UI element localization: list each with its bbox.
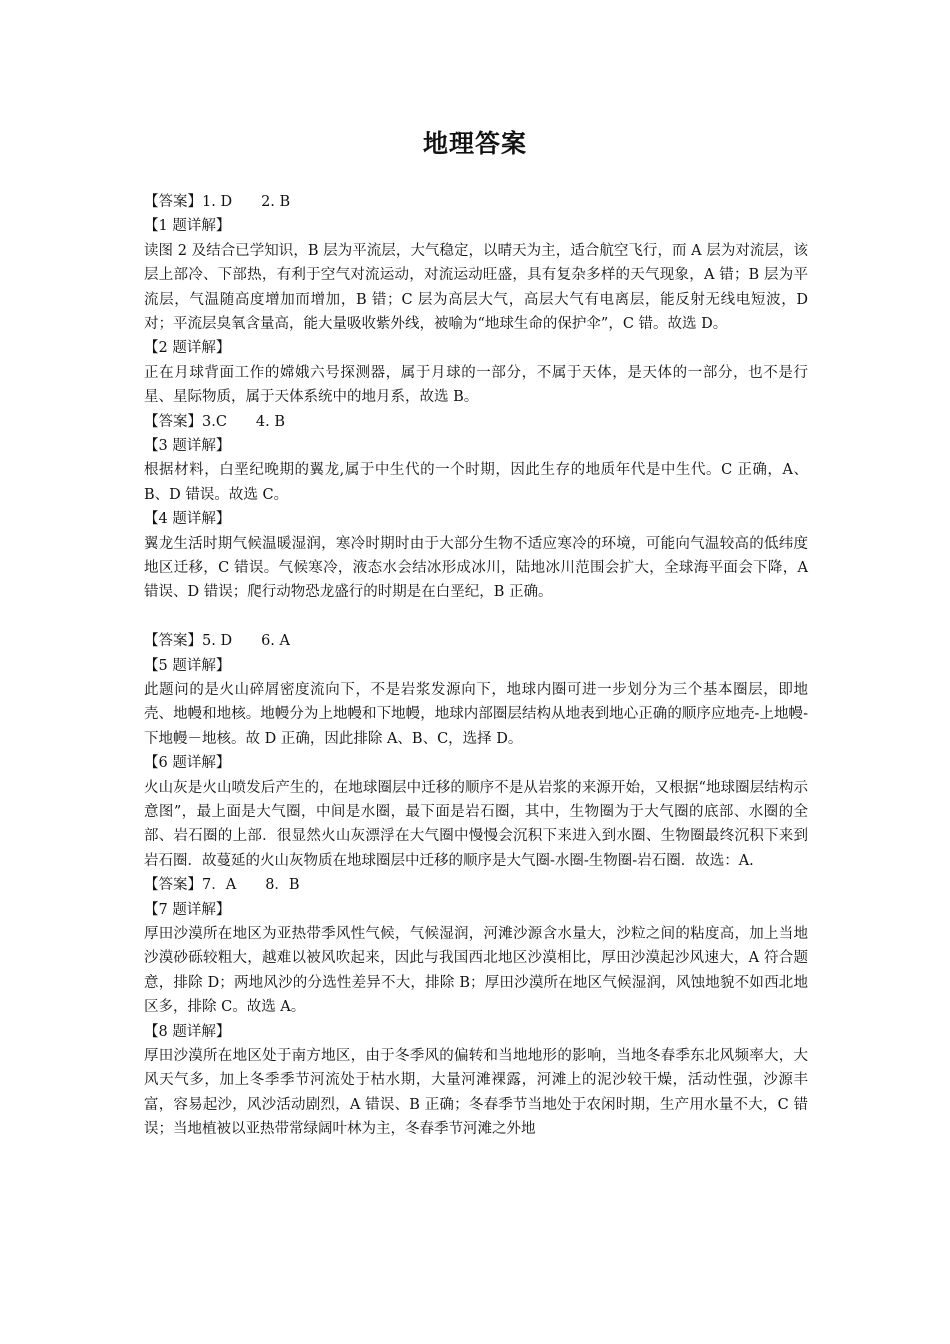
explanation-paragraph: 厚田沙漠所在地区处于南方地区，由于冬季风的偏转和当地地形的影响，当地冬春季东北风频率大，大风天气多，加上冬季季节河流处于枯水期，大量河滩裸露，河滩上的泥沙较干燥，活动性强，沙源丰富，容易起沙，风沙活动剧烈，A 错误、B 正确；冬春季节当地处于农闲时期，生产用水量不大，C 错误；当地植被以亚热带常绿阔叶林为主，冬春季节河滩之外地 [144, 1048, 808, 1138]
explanation-paragraph: 翼龙生活时期气候温暖湿润，寒冷时期时由于大部分生物不适应寒冷的环境，可能向气温较高的低纬度地区迁移，C 错误。气候寒冷，液态水会结冰形成冰川，陆地冰川范围会扩大，全球海平面会下降，A 错误、D 错误；爬行动物恐龙盛行的时期是在白垩纪，B 正确。 [144, 535, 808, 601]
section-heading: 【3 题详解】 [144, 438, 231, 454]
answer-content [144, 190, 808, 1142]
section-heading: 【答案】1. D 2. B [144, 194, 291, 210]
explanation-paragraph: 厚田沙漠所在地区为亚热带季风性气候，气候湿润，河滩沙源含水量大，沙粒之间的粘度高，加上当地沙漠砂砾较粗大，越难以被风吹起来，因此与我国西北地区沙漠相比，厚田沙漠起沙风速大，A 符合题意，排除 D；两地风沙的分选性差异不大，排除 B；厚田沙漠所在地区气候湿润，风蚀地貌不如西北地区多，排除 C。故选 A。 [144, 926, 808, 1016]
section-heading: 【6 题详解】 [144, 755, 231, 772]
page-title: 地理答案 [422, 129, 527, 158]
section-heading: 【答案】7．A 8．B [144, 877, 300, 894]
section-heading: 【8 题详解】 [144, 1023, 231, 1040]
section-heading: 【7 题详解】 [144, 901, 231, 918]
section-heading: 【答案】3.C 4. B [144, 413, 286, 430]
explanation-paragraph: 根据材料，白垩纪晚期的翼龙,属于中生代的一个时期，因此生存的地质年代是中生代。C 正确，A、B、D 错误。故选 C。 [144, 462, 808, 503]
explanation-paragraph: 此题问的是火山碎屑密度流向下，不是岩浆发源向下，地球内圈可进一步划分为三个基本圈层，即地壳、地幔和地核。地幔分为上地幔和下地幔，地球内部圈层结构从地表到地心正确的顺序应地壳-上地幔-下地幔－地核。故 D 正确，因此排除 A、B、C，选择 D。 [144, 681, 808, 747]
explanation-paragraph: 正在月球背面工作的嫦娥六号探测器，属于月球的一部分，不属于天体，是天体的一部分，也不是行星、星际物质，属于天体系统中的地月系，故选 B。 [144, 364, 808, 406]
section-heading: 【5 题详解】 [144, 657, 231, 674]
section-heading: 【4 题详解】 [144, 511, 231, 528]
section-heading: 【1 题详解】 [144, 218, 231, 235]
blank-line [144, 605, 808, 629]
explanation-paragraph: 火山灰是火山喷发后产生的，在地球圈层中迁移的顺序不是从岩浆的来源开始，又根据“地球圈层结构示意图”，最上面是大气圈，中间是水圈，最下面是岩石圈，其中，生物圈为于大气圈的底部、水圈的全部、岩石圈的上部．很显然火山灰漂浮在大气圈中慢慢会沉积下来进入到水圈、生物圈最终沉积下来到岩石圈．故蔓延的火山灰物质在地球圈层中迁移的顺序是大气圈-水圈-生物圈-岩石圈．故选：A. [144, 779, 808, 869]
explanation-paragraph: 读图 2 及结合已学知识，B 层为平流层，大气稳定，以晴天为主，适合航空飞行，而 A 层为对流层，该层上部冷、下部热，有利于空气对流运动，对流运动旺盛，具有复杂多样的天气现象，A 错；B 层为平流层，气温随高度增加而增加，B 错；C 层为高层大气，高层大气有电离层，能反射无线电短波，D 对；平流层臭氧含量高，能大量吸收紫外线，被喻为“地球生命的保护伞”，C 错。故选 D。 [144, 242, 808, 332]
section-heading: 【答案】5. D 6. A [144, 633, 290, 650]
section-heading: 【2 题详解】 [144, 340, 231, 357]
